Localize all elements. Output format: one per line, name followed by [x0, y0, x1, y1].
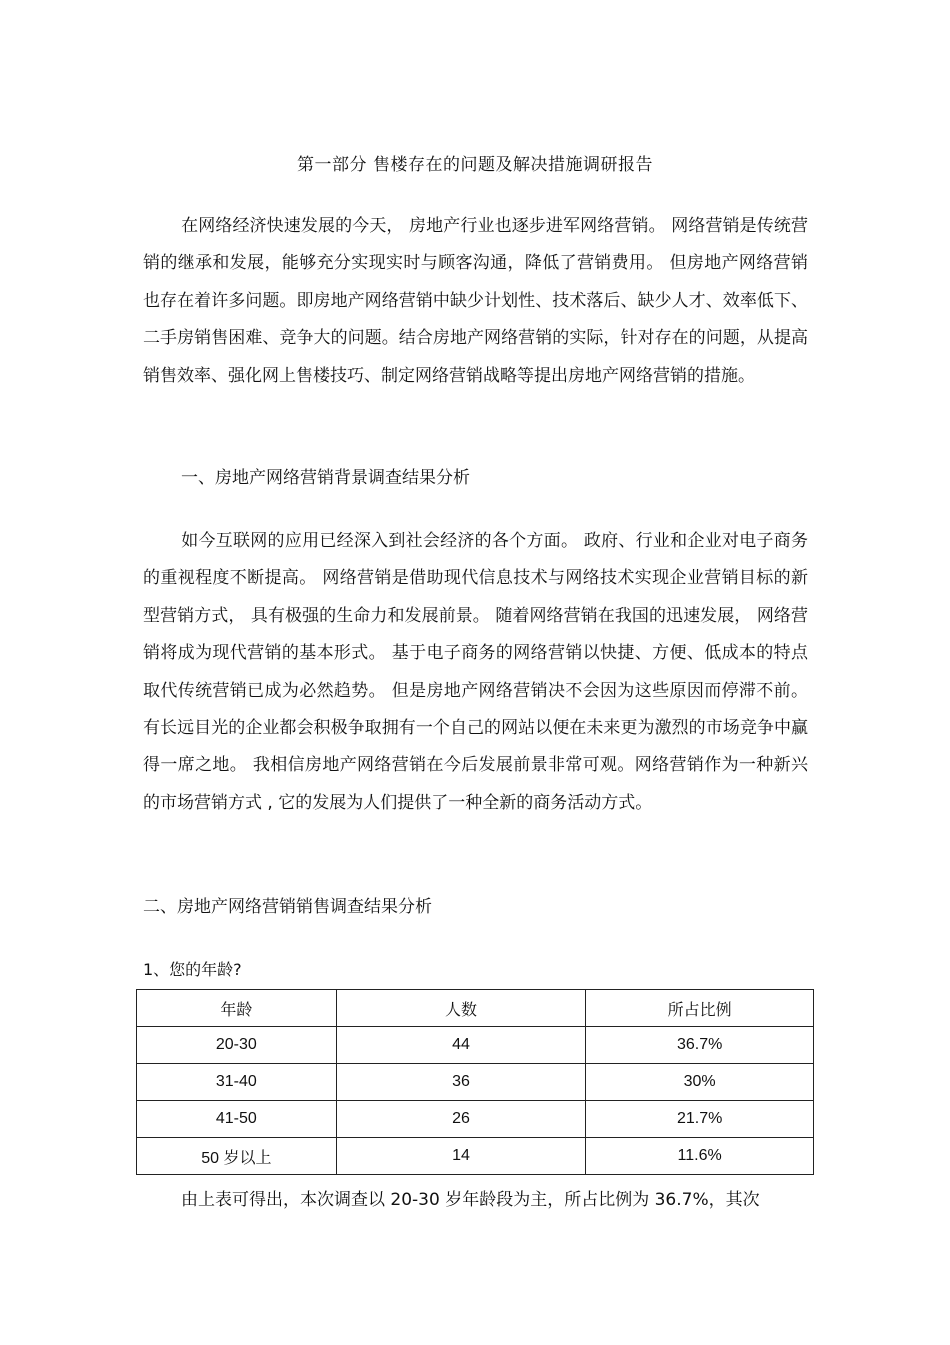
cell-age: 31-40 — [137, 1064, 337, 1101]
cell-count: 44 — [336, 1027, 586, 1064]
question-1: 1、您的年龄? — [143, 960, 242, 979]
cell-age: 41-50 — [137, 1101, 337, 1138]
header-age: 年龄 — [137, 990, 337, 1027]
header-ratio: 所占比例 — [586, 990, 814, 1027]
intro-text: 在网络经济快速发展的今天， 房地产行业也逐步进军网络营销。 网络营销是传统营销的继承和发展，能够充分实现实时与顾客沟通，降低了营销费用。 但房地产网络营销也存在着许多问题。即房地产网络营销中缺少计划性、技术落后、缺少人才、效率低下、二手房销售困难、竞争大的问题。结合房地产网络营销的实际，针对存在的问题，从提高销售效率、强化网上售楼技巧、制定网络营销战略等提出房地产网络营销的措施。 — [143, 216, 808, 386]
table-header-row — [137, 990, 814, 1027]
cell-ratio: 21.7% — [586, 1101, 814, 1138]
cell-count: 26 — [336, 1101, 586, 1138]
table-row — [137, 1027, 814, 1064]
table-row — [137, 1101, 814, 1138]
table-row — [137, 1138, 814, 1175]
cell-ratio: 11.6% — [586, 1138, 814, 1175]
summary-text: 由上表可得出，本次调查以 20-30 岁年龄段为主，所占比例为 36.7%，其次 — [181, 1190, 760, 1210]
cell-age: 20-30 — [137, 1027, 337, 1064]
section-1-paragraph — [143, 523, 808, 822]
header-count: 人数 — [336, 990, 586, 1027]
cell-count: 14 — [336, 1138, 586, 1175]
intro-paragraph — [143, 208, 808, 395]
table-row — [137, 1064, 814, 1101]
section-1-text: 如今互联网的应用已经深入到社会经济的各个方面。 政府、行业和企业对电子商务的重视程度不断提高。 网络营销是借助现代信息技术与网络技术实现企业营销目标的新型营销方式， 具有极强的生命力和发展前景。 随着网络营销在我国的迅速发展， 网络营销将成为现代营销的基本形式。 基于电子商务的网络营销以快捷、方便、低成本的特点取代传统营销已成为必然趋势。 但是房地产网络营销决不会因为这些原因而停滞不前。 有长远目光的企业都会积极争取拥有一个自己的网站以便在未来更为激烈的市场竞争中赢得一席之地。 我相信房地产网络营销在今后发展前景非常可观。网络营销作为一种新兴的市场营销方式 , 它的发展为人们提供了一种全新的商务活动方式。 — [143, 531, 808, 813]
age-table — [136, 989, 814, 1175]
page-title: 第一部分 售楼存在的问题及解决措施调研报告 — [297, 155, 653, 175]
section-2-heading: 二、房地产网络营销销售调查结果分析 — [143, 897, 432, 917]
cell-ratio: 30% — [586, 1064, 814, 1101]
cell-age: 50 岁以上 — [137, 1138, 337, 1175]
cell-count: 36 — [336, 1064, 586, 1101]
summary-paragraph — [143, 1186, 808, 1214]
cell-ratio: 36.7% — [586, 1027, 814, 1064]
section-1-heading: 一、房地产网络营销背景调查结果分析 — [181, 468, 470, 488]
